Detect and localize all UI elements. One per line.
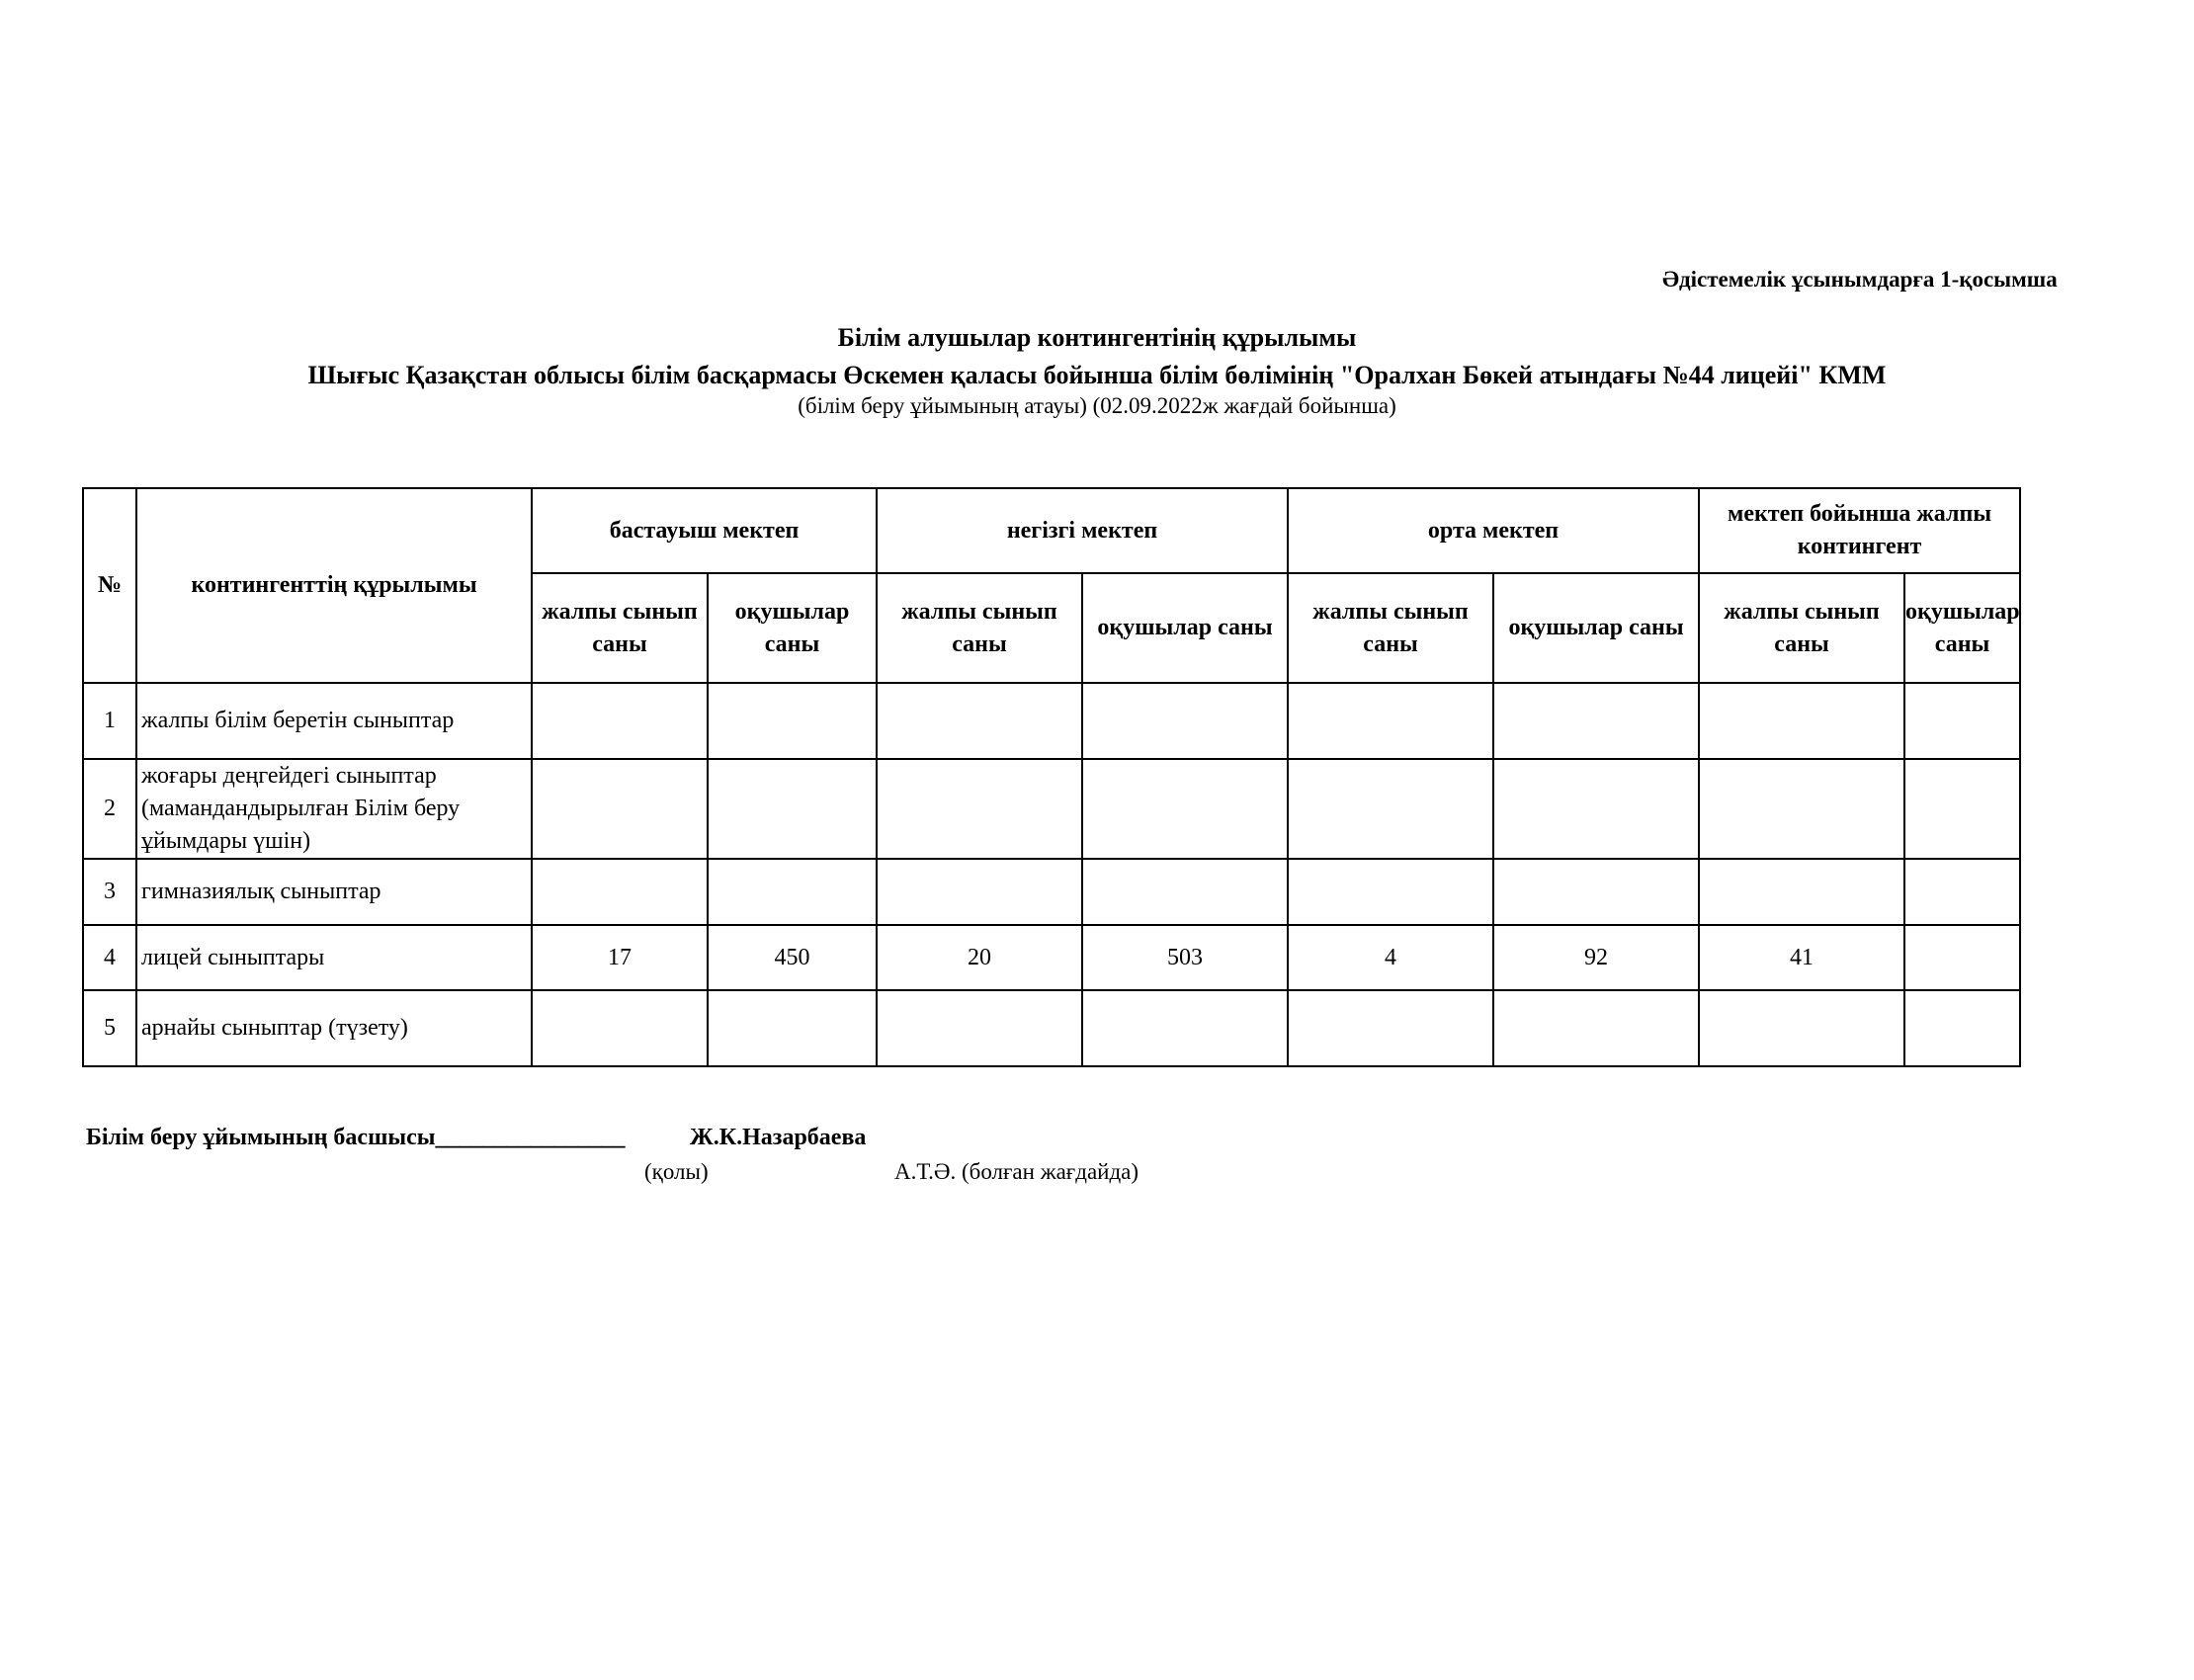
group-header-primary: бастауыш мектеп — [532, 488, 877, 573]
value-cell — [1699, 859, 1904, 925]
value-cell — [708, 859, 877, 925]
row-label: гимназиялық сыныптар — [136, 859, 532, 925]
row-number: 3 — [83, 859, 136, 925]
group-header-basic: негізгі мектеп — [877, 488, 1288, 573]
subheader-classes: жалпы сынып саны — [877, 573, 1082, 683]
document-title: Білім алушылар контингентінің құрылымы — [837, 323, 1357, 352]
value-cell — [532, 683, 708, 759]
group-header-secondary: орта мектеп — [1288, 488, 1699, 573]
value-cell — [1904, 859, 2020, 925]
table-body — [83, 683, 2020, 1066]
value-cell — [877, 990, 1082, 1066]
value-cell — [1904, 990, 2020, 1066]
row-number: 4 — [83, 925, 136, 990]
row-label: лицей сыныптары — [136, 925, 532, 990]
document-subtitle: (білім беру ұйымының атауы) (02.09.2022ж жағдай бойынша) — [798, 393, 1396, 418]
subheader-students: оқушылар саны — [1082, 573, 1288, 683]
value-cell — [1288, 990, 1493, 1066]
table-row — [83, 859, 2020, 925]
value-cell — [877, 683, 1082, 759]
value-cell — [708, 990, 877, 1066]
subheader-classes: жалпы сынып саны — [532, 573, 708, 683]
value-cell — [708, 759, 877, 859]
row-number: 5 — [83, 990, 136, 1066]
value-cell: 450 — [708, 925, 877, 990]
value-cell — [877, 859, 1082, 925]
value-cell — [708, 683, 877, 759]
value-cell — [1082, 990, 1288, 1066]
table-row — [83, 925, 2020, 990]
row-label: арнайы сыныптар (түзету) — [136, 990, 532, 1066]
value-cell — [1082, 759, 1288, 859]
value-cell — [1904, 683, 2020, 759]
value-cell — [877, 759, 1082, 859]
value-cell — [1699, 990, 1904, 1066]
header-row-groups — [83, 488, 2020, 573]
value-cell — [1493, 859, 1699, 925]
organization-line: Шығыс Қазақстан облысы білім басқармасы Өскемен қаласы бойынша білім бөлімінің "Оралхан Бөкей атындағы №44 лицейі" КММ — [307, 361, 1887, 389]
col-header-structure: контингенттің құрылымы — [136, 488, 532, 683]
value-cell — [1493, 990, 1699, 1066]
value-cell: 20 — [877, 925, 1082, 990]
table-row — [83, 990, 2020, 1066]
value-cell — [532, 759, 708, 859]
subheader-students: оқушылар саны — [1904, 573, 2020, 683]
value-cell: 4 — [1288, 925, 1493, 990]
table-row — [83, 759, 2020, 859]
row-number: 2 — [83, 759, 136, 859]
contingent-table — [82, 487, 2021, 1067]
value-cell — [1288, 759, 1493, 859]
value-cell — [1699, 683, 1904, 759]
subheader-students: оқушылар саны — [708, 573, 877, 683]
value-cell — [1288, 683, 1493, 759]
value-cell: 17 — [532, 925, 708, 990]
row-label: жоғары деңгейдегі сыныптар (мамандандырылған Білім беру ұйымдары үшін) — [136, 759, 532, 859]
signature-caption: (қолы) — [644, 1159, 709, 1184]
value-cell: 41 — [1699, 925, 1904, 990]
value-cell — [1082, 683, 1288, 759]
subheader-classes: жалпы сынып саны — [1288, 573, 1493, 683]
value-cell: 503 — [1082, 925, 1288, 990]
value-cell: 92 — [1493, 925, 1699, 990]
name-caption: А.Т.Ә. (болған жағдайда) — [894, 1159, 1139, 1184]
value-cell — [1493, 683, 1699, 759]
value-cell — [1493, 759, 1699, 859]
value-cell — [1904, 759, 2020, 859]
value-cell — [1699, 759, 1904, 859]
col-header-number: № — [83, 488, 136, 683]
subheader-students: оқушылар саны — [1493, 573, 1699, 683]
value-cell — [1288, 859, 1493, 925]
recommendation-note: Әдістемелік ұсынымдарға 1-қосымша — [1662, 267, 2058, 292]
value-cell — [1082, 859, 1288, 925]
group-header-total: мектеп бойынша жалпы контингент — [1699, 488, 2020, 573]
signatory-name: Ж.К.Назарбаева — [690, 1125, 867, 1150]
value-cell — [1904, 925, 2020, 990]
subheader-classes: жалпы сынып саны — [1699, 573, 1904, 683]
value-cell — [532, 990, 708, 1066]
row-label: жалпы білім беретін сыныптар — [136, 683, 532, 759]
value-cell — [532, 859, 708, 925]
signature-label: Білім беру ұйымының басшысы________________ — [86, 1125, 626, 1150]
table-row — [83, 683, 2020, 759]
row-number: 1 — [83, 683, 136, 759]
